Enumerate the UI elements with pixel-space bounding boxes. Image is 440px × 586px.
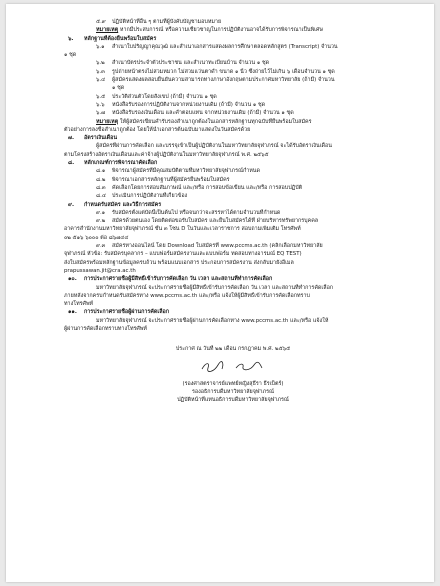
item-text: พิจารณาผู้สมัครที่มีคุณสมบัติตามที่มหาวิทยาลัยจุฬาภรณ์กำหนด [112,168,260,175]
section-number: ๑๑. [68,309,77,316]
item-8-1 [64,167,402,175]
item-6-1 [64,43,402,51]
signer-name: (รองศาสตราจารย์แพทย์หญิงสุธีรา ธีรเบ็ตร์) [182,380,284,387]
section-10-heading [64,275,402,283]
note-5 [64,26,402,34]
item-number: ๙.๓ [96,243,106,250]
item-6-5 [64,93,402,101]
section-title: หลักเกณฑ์การพิจารณาคัดเลือก [84,160,158,167]
item-text: รับสมัครตั้งแต่บัดนี้เป็นต้นไป หรือจนกว่าจะสรรหาได้ตามจำนวนที่กำหนด [112,209,281,216]
item-number: ๘.๒ [96,176,106,183]
section-title: กำหนดรับสมัคร และวิธีการสมัคร [84,201,162,208]
item-9-3 [64,242,402,250]
item-number: ๘.๓ [96,184,106,191]
item-8-4 [64,192,402,200]
section-title: หลักฐานที่ต้องยื่นพร้อมใบสมัคร [84,35,157,42]
section-11-line-1: มหาวิทยาลัยจุฬาภรณ์ จะประกาศรายชื่อผู้ผ่านการคัดเลือกทาง www.pccms.ac.th และ/หรือ แจ้งให้ [96,317,329,324]
item-6-4 [64,76,402,84]
item-number: ๙.๒ [96,218,106,225]
section-9-heading [64,201,402,209]
section-7-para-1: ผู้สมัครที่ผ่านการคัดเลือก และบรรจุเข้าเป็นผู้ปฏิบัติงานในมหาวิทยาลัยจุฬาภรณ์ จะได้รับอัตราเงินเดือน [96,143,332,150]
section-10-line-1: มหาวิทยาลัยจุฬาภรณ์ จะประกาศรายชื่อผู้มีสิทธิ์เข้ารับการคัดเลือก วัน เวลา และสถานที่ทำการคัดเลือก [96,284,334,291]
item-text: หนังสือรับรองเงินเดือน และคำตอบแทน จากหน่วยงานเดิม (ถ้ามี) จำนวน ๑ ชุด [112,110,294,117]
item-9-1 [64,209,402,217]
note-6 [64,118,402,126]
item-number: ๖.๑ [96,43,105,50]
signature-image [64,360,402,374]
signature-icon [198,360,268,374]
section-number: ๘. [68,160,75,167]
section-8-heading [64,159,402,167]
item-text: รูปถ่ายหน้าตรงไม่สวมหมวก ไม่สวมแว่นตาดำ ขนาด ๑ นิ้ว ซึ่งถ่ายไว้ไม่เกิน ๖ เดือนจำนวน ๑ ชุด [112,68,335,75]
item-number: ๖.๗ [96,110,106,117]
note-label: หมายเหตุ [96,118,119,125]
item-8-2 [64,176,402,184]
item-text: สำเนาบัตรประจำตัวประชาชน และสำเนาทะเบียนบ้าน จำนวน ๑ ชุด [112,60,270,67]
item-number: ๘.๔ [96,193,106,200]
item-6-6 [64,101,402,109]
item-number: ๖.๓ [96,68,105,75]
note-text: หากมีประสบการณ์ หรือความเชี่ยวชาญในการปฏิบัติงานอาจได้รับการพิจารณาเป็นพิเศษ [119,27,323,34]
section-title: การประกาศรายชื่อผู้มีสิทธิ์เข้ารับการคัดเลือก วัน เวลา และสถานที่ทำการคัดเลือก [84,276,273,283]
item-6-3 [64,68,402,76]
item-text: ผู้สมัครแสดงผลสอบยืนยันความสามารถทางภาษาอังกฤษตามประกาศมหาวิทยาลัย (ถ้ามี) จำนวน [112,77,335,84]
item-9-2-line-3: ๐๒ ๕๑๖ ๖๐๐๐ ต่อ ๘๖๗๔๔ [64,234,129,241]
section-number: ๙. [68,201,74,208]
item-text: สมัครทางออนไลน์ โดย Download ใบสมัครที่ www.pccms.ac.th (คลิกเลือกมหาวิทยาลัย [112,243,323,250]
item-number: ๖.๒ [96,60,105,67]
item-text: สมัครด้วยตนเอง โดยติดต่อขอรับใบสมัคร และยื่นใบสมัครได้ที่ ฝ่ายบริหารทรัพยากรบุคคล [112,218,319,225]
item-6-4-cont: ๑ ชุด [112,85,125,92]
item-9-3-line-2: จุฬาภรณ์ หัวข้อ: รับสมัครบุคลากร – แบบฟอร์มสมัครงานและแบบฟอร์ม ทดสอบทางอารมณ์ EQ TEST) [64,251,302,258]
item-9-2 [64,217,402,225]
section-number: ๑๐. [68,276,77,283]
item-text: ปฏิบัติหน้าที่อื่น ๆ ตามที่ผู้บังคับบัญชามอบหมาย [112,19,222,25]
item-number: ๙.๑ [96,209,106,216]
item-text: สำเนาใบปริญญาคุณวุฒิ และสำเนาเอกสารแสดงผลการศึกษาตลอดหลักสูตร (Transcript) จำนวน [112,43,338,50]
item-text: หนังสือรับรองการปฏิบัติงานจากหน่วยงานเดิม (ถ้ามี) จำนวน ๑ ชุด [112,101,266,108]
item-6-1-cont: ๑ ชุด [64,52,77,59]
section-10-line-2: ภายหลังจากครบกำหนดรับสมัครทาง www.pccms.ac.th และ/หรือ แจ้งให้ผู้มีสิทธิ์เข้ารับการคัดเลือกทราบ [64,292,310,299]
section-title: อัตราเงินเดือน [84,135,118,142]
section-number: ๗. [68,135,75,142]
section-title: การประกาศรายชื่อผู้ผ่านการคัดเลือก [84,309,170,316]
signer-position: รองอธิการบดีมหาวิทยาลัยจุฬาภรณ์ [191,388,275,395]
section-11-heading [64,308,402,316]
item-text: พิจารณาเอกสารหลักฐานที่ผู้สมัครยื่นพร้อมใบสมัคร [112,176,230,183]
contact-email: prapussawan.jit@cra.ac.th [64,267,136,274]
item-6-2 [64,59,402,67]
item-text: ประวัติส่วนตัวโดยสังเขป (ถ้ามี) จำนวน ๑ ชุด [112,93,217,100]
announce-date: ประกาศ ณ วันที่ ๒๒ เดือน กรกฎาคม พ.ศ. ๒๕๖๕ [175,346,291,353]
section-7-para-2: ตามโครงสร้างอัตราเงินเดือนและค่าจ้างผู้ปฏิบัติงานในมหาวิทยาลัยจุฬาภรณ์ พ.ศ. ๒๕๖๕ [64,151,269,158]
item-6-7 [64,109,402,117]
item-9-2-line-2: อาคารสำนักงานมหาวิทยาลัยจุฬาภรณ์ ชั้น ๓ โซน D ในวันและเวลาราชการ สอบถามเพิ่มเติม โทรศัพท์ [64,226,301,233]
note-text: ให้ผู้สมัครเขียนคำรับรองสำเนาถูกต้องในเอกสารหลักฐานทุกฉบับที่ยื่นพร้อมใบสมัคร [119,118,312,125]
item-9-3-line-3: ส่งใบสมัครพร้อมหลักฐานข้อมูลครบถ้วน พร้อมแนบเอกสาร ประกอบการสมัครงาน ส่งกลับมายังอีเมล [64,259,294,266]
item-number: ๕.๙ [96,19,106,25]
note-label: หมายเหตุ [96,27,119,34]
section-11-line-2: ผู้ผ่านการคัดเลือกทราบทางโทรศัพท์ [64,325,147,332]
signer-role: ปฏิบัติหน้าที่แทนอธิการบดีมหาวิทยาลัยจุฬาภรณ์ [177,397,289,404]
item-number: ๖.๖ [96,101,105,108]
item-number: ๘.๑ [96,168,106,175]
note-6-cont: ตัวอย่างการลงชื่อสำเนาถูกต้อง โดยให้นำเอกสารต้นฉบับมาแสดงในวันสมัครด้วย [64,126,251,133]
item-5-9 [64,18,402,26]
section-number: ๖. [68,35,74,42]
item-number: ๖.๕ [96,93,106,100]
item-8-3 [64,184,402,192]
item-text: ประเมินการปฏิบัติงานที่เกี่ยวข้อง [112,193,188,200]
document-page [6,4,434,582]
document-body [64,18,402,404]
item-number: ๖.๔ [96,77,106,84]
item-text: คัดเลือกโดยการสอบสัมภาษณ์ และ/หรือ การสอบข้อเขียน และ/หรือ การสอบปฏิบัติ [112,184,303,191]
section-10-line-3: ทางโทรศัพท์ [64,301,94,308]
section-6-heading [64,35,402,43]
section-7-heading [64,134,402,142]
